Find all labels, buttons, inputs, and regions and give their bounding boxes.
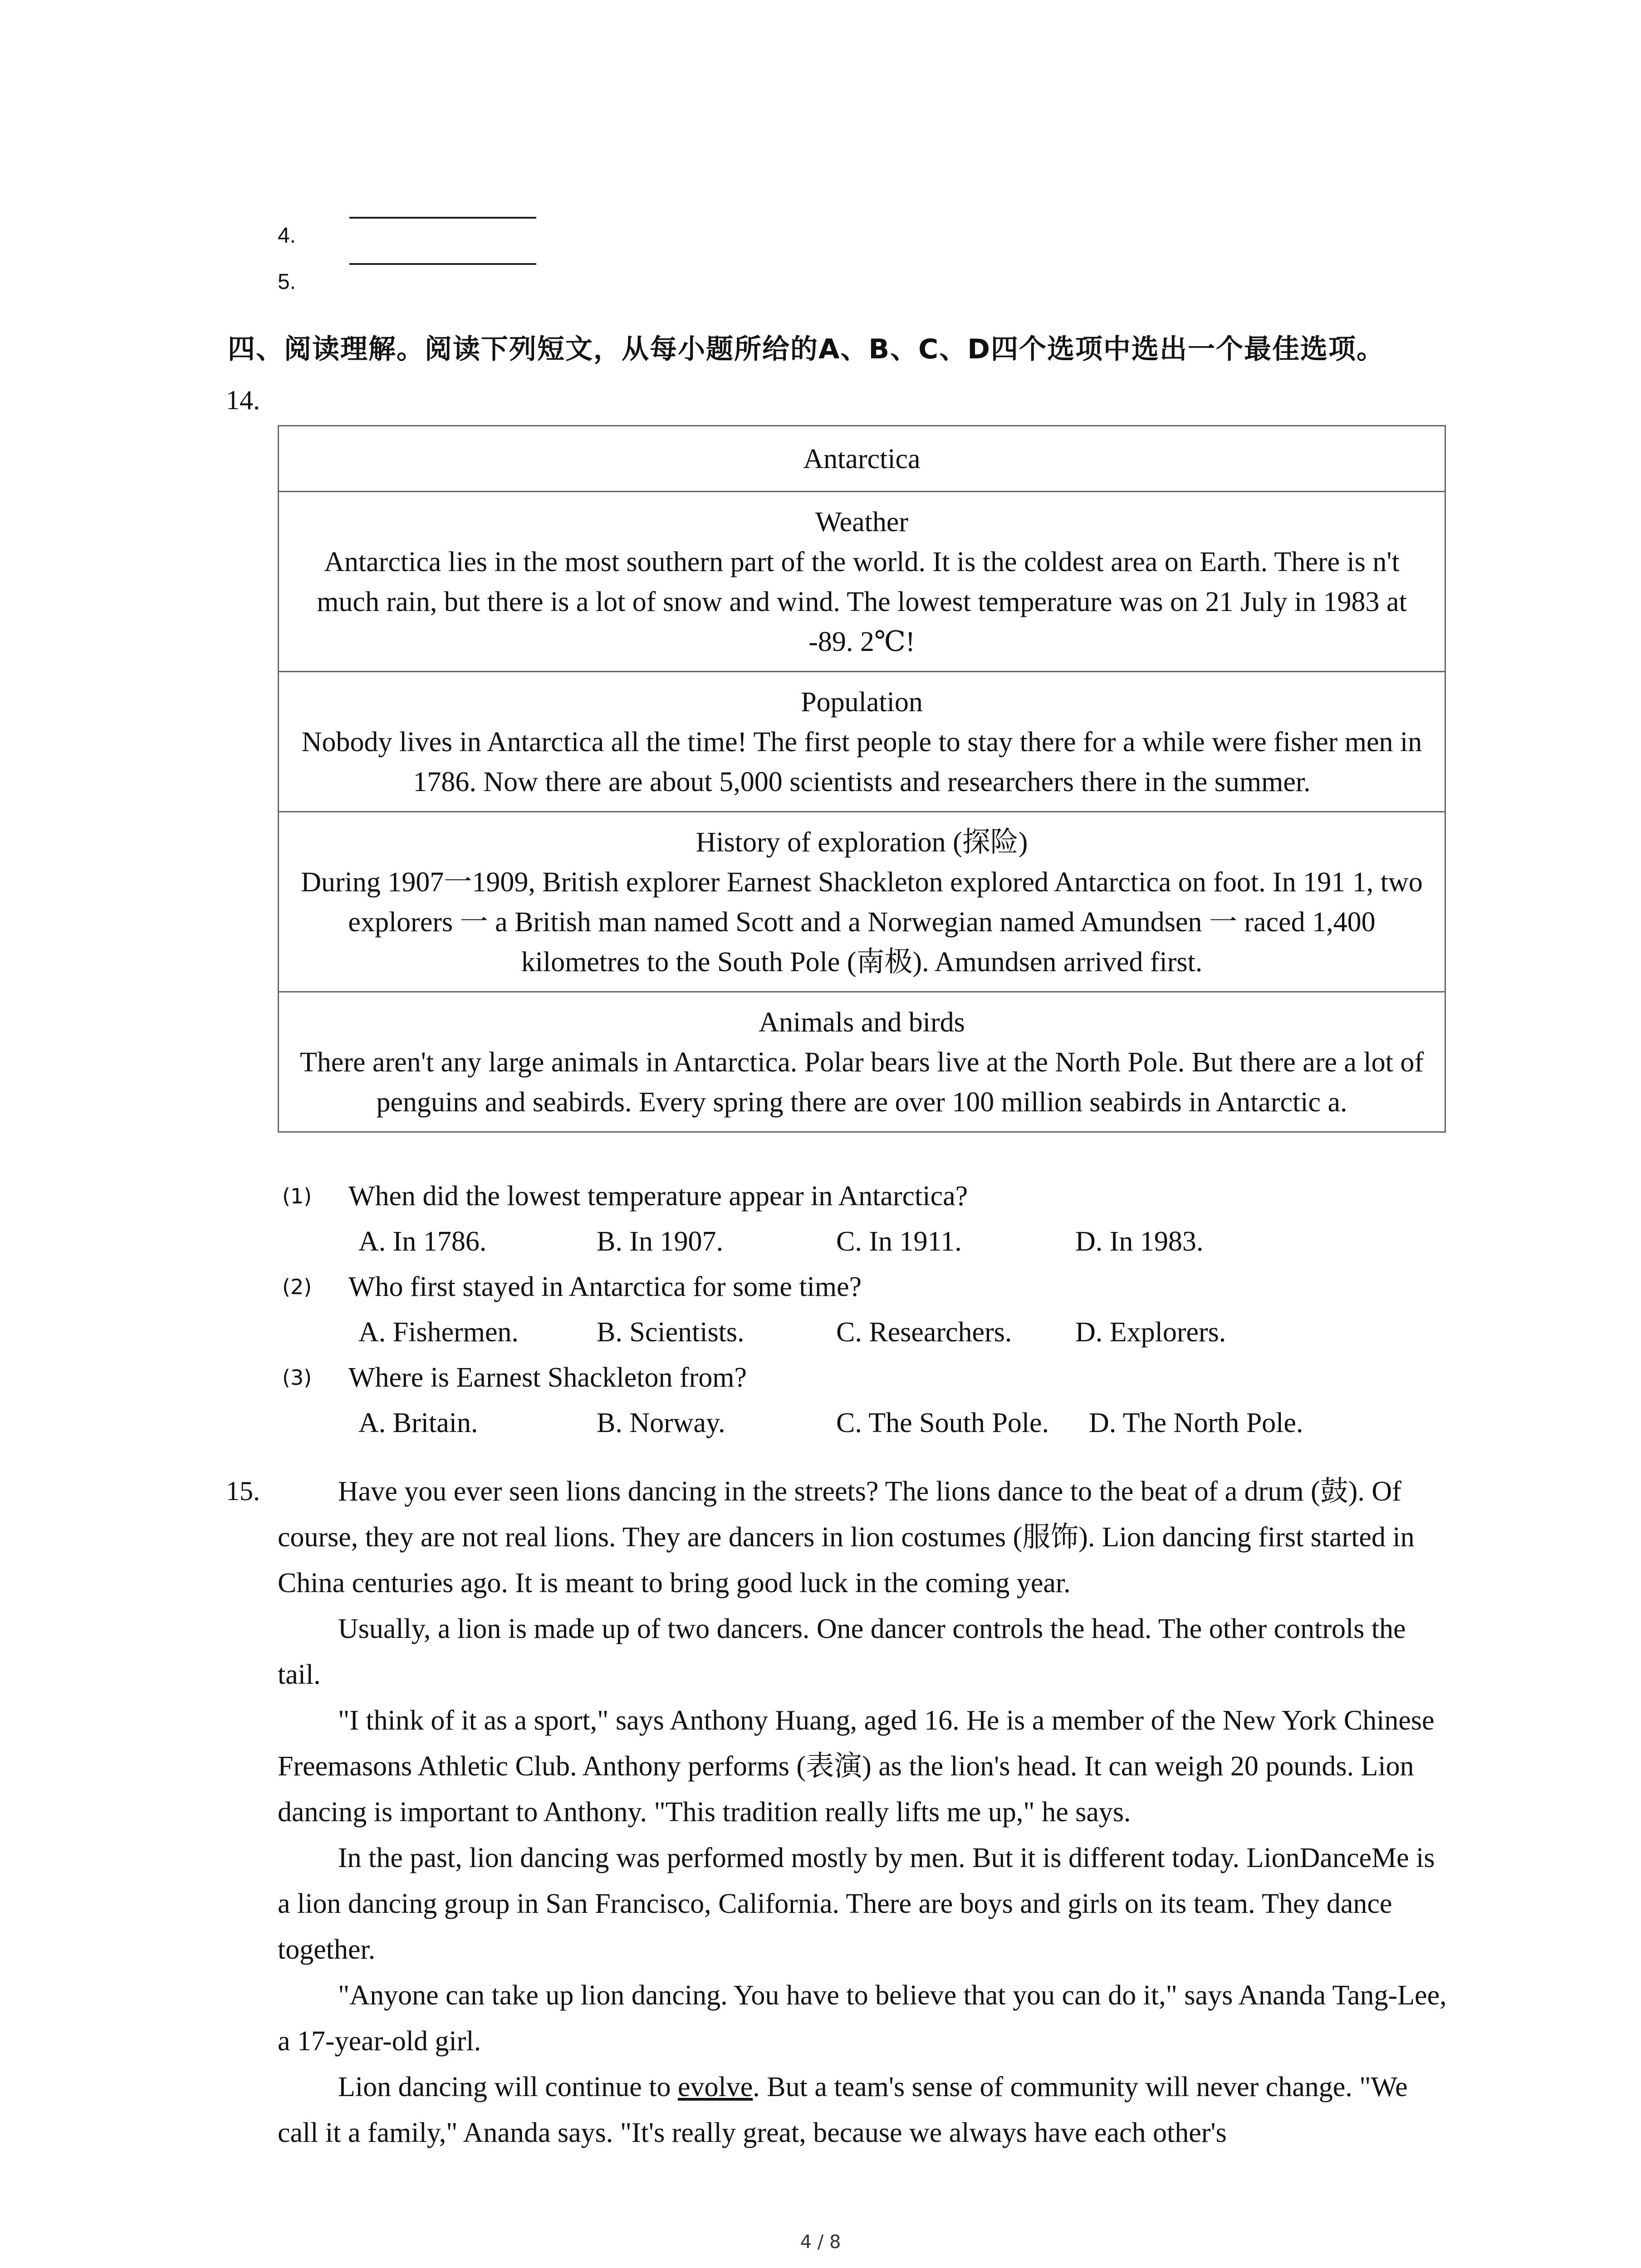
paragraph-4-text: In the past, lion dancing was performed mostly by men. But it is different today. LionDanceMe is a lion dancing group in San Francisco, California. There are boys and girls on its team. They dance together. bbox=[278, 1843, 1435, 1965]
option-1a: A. In 1786. bbox=[358, 1226, 487, 1257]
passage-paragraph-4 bbox=[278, 1835, 1453, 1973]
option-2d: D. Explorers. bbox=[1075, 1317, 1226, 1348]
option-3b: B. Norway. bbox=[597, 1408, 725, 1438]
paragraph-6-text-after: . But a team's sense of community will never change. "We call it a family," Ananda says. "It's really great, because we always have each other's bbox=[278, 2072, 1408, 2148]
option-1c: C. In 1911. bbox=[836, 1226, 962, 1257]
table-row-animals bbox=[279, 992, 1445, 1132]
subquestion-text-1: When did the lowest temperature appear in Antarctica? bbox=[348, 1181, 968, 1212]
page-number: 4 / 8 bbox=[800, 2232, 841, 2253]
option-1d: D. In 1983. bbox=[1075, 1226, 1204, 1257]
table-title-cell: Antarctica bbox=[279, 426, 1445, 492]
animals-title: Animals and birds bbox=[759, 1007, 965, 1038]
blank-number-4: 4. bbox=[278, 224, 296, 248]
option-3a: A. Britain. bbox=[358, 1408, 478, 1438]
subquestion-mark-2: (2) bbox=[282, 1275, 312, 1299]
option-2b: B. Scientists. bbox=[597, 1317, 745, 1348]
paragraph-2-text: Usually, a lion is made up of two dancers. One dancer controls the head. The other controls the tail. bbox=[278, 1613, 1406, 1690]
passage-paragraph-2 bbox=[278, 1606, 1453, 1698]
subquestion-text-3: Where is Earnest Shackleton from? bbox=[348, 1362, 747, 1393]
section-heading: 四、阅读理解。阅读下列短文，从每小题所给的A、B、C、D四个选项中选出一个最佳选项。 bbox=[228, 333, 1385, 365]
passage-paragraph-5 bbox=[278, 1973, 1453, 2064]
weather-text: Antarctica lies in the most southern part of the world. It is the coldest area on Earth. There is n't much rain, but there is a lot of snow and wind. The lowest temperature was on 21 July in 1983 at -89. 2℃! bbox=[317, 547, 1407, 657]
history-title: History of exploration (探险) bbox=[696, 827, 1028, 858]
population-title: Population bbox=[801, 687, 923, 718]
blank-line-4 bbox=[349, 217, 536, 219]
question-number-14: 14. bbox=[226, 385, 260, 415]
subquestion-text-2: Who first stayed in Antarctica for some time? bbox=[348, 1271, 862, 1302]
option-3d: D. The North Pole. bbox=[1089, 1408, 1303, 1438]
paragraph-5-text: "Anyone can take up lion dancing. You have to believe that you can do it," says Ananda Tang-Lee, a 17-year-old girl. bbox=[278, 1980, 1447, 2057]
blank-line-5 bbox=[349, 263, 536, 265]
weather-title: Weather bbox=[815, 507, 908, 538]
population-text: Nobody lives in Antarctica all the time! The first people to stay there for a while were fisher men in 1786. Now there are about 5,000 scientists and researchers there in the summer. bbox=[301, 727, 1422, 797]
table-row-title bbox=[279, 426, 1445, 492]
antarctica-table bbox=[278, 425, 1446, 1133]
paragraph-3-text: "I think of it as a sport," says Anthony Huang, aged 16. He is a member of the New York Chinese Freemasons Athletic Club. Anthony performs (表演) as the lion's head. It can weigh 20 pounds. Lion dancing is important to Anthony. "This tradition really lifts me up," he says. bbox=[278, 1705, 1435, 1828]
paragraph-1-text: Have you ever seen lions dancing in the streets? The lions dance to the beat of a drum (鼓). Of course, they are not real lions. They are dancers in lion costumes (服饰). Lion dancing first started in China centuries ago. It is meant to bring good luck in the coming year. bbox=[278, 1476, 1415, 1598]
option-3c: C. The South Pole. bbox=[836, 1408, 1049, 1438]
question-number-15: 15. bbox=[226, 1476, 260, 1506]
option-1b: B. In 1907. bbox=[597, 1226, 723, 1257]
table-row-weather bbox=[279, 492, 1445, 672]
subquestion-mark-3: (3) bbox=[282, 1365, 312, 1390]
passage-paragraph-1 bbox=[278, 1469, 1453, 1606]
table-cell-population bbox=[279, 672, 1445, 812]
table-cell-history bbox=[279, 812, 1445, 992]
paragraph-6-text-before: Lion dancing will continue to bbox=[338, 2072, 678, 2102]
passage-15 bbox=[278, 1469, 1453, 2156]
option-2a: A. Fishermen. bbox=[358, 1317, 519, 1348]
animals-text: There aren't any large animals in Antarctica. Polar bears live at the North Pole. But there are a lot of penguins and seabirds. Every spring there are over 100 million seabirds in Antarctic a. bbox=[299, 1047, 1424, 1118]
underlined-word-evolve: evolve bbox=[678, 2072, 753, 2102]
table-cell-animals bbox=[279, 992, 1445, 1132]
table-row-population bbox=[279, 672, 1445, 812]
history-text: During 1907一1909, British explorer Earnest Shackleton explored Antarctica on foot. In 191 1, two explorers 一 a British man named Scott and a Norwegian named Amundsen 一 raced 1,400 kilometres to the South Pole (南极). Amundsen arrived first. bbox=[301, 867, 1423, 978]
passage-paragraph-3 bbox=[278, 1698, 1453, 1835]
table-row-history bbox=[279, 812, 1445, 992]
subquestion-mark-1: (1) bbox=[282, 1184, 312, 1208]
blank-number-5: 5. bbox=[278, 270, 296, 294]
passage-paragraph-6 bbox=[278, 2064, 1453, 2156]
option-2c: C. Researchers. bbox=[836, 1317, 1012, 1348]
table-cell-weather bbox=[279, 492, 1445, 672]
